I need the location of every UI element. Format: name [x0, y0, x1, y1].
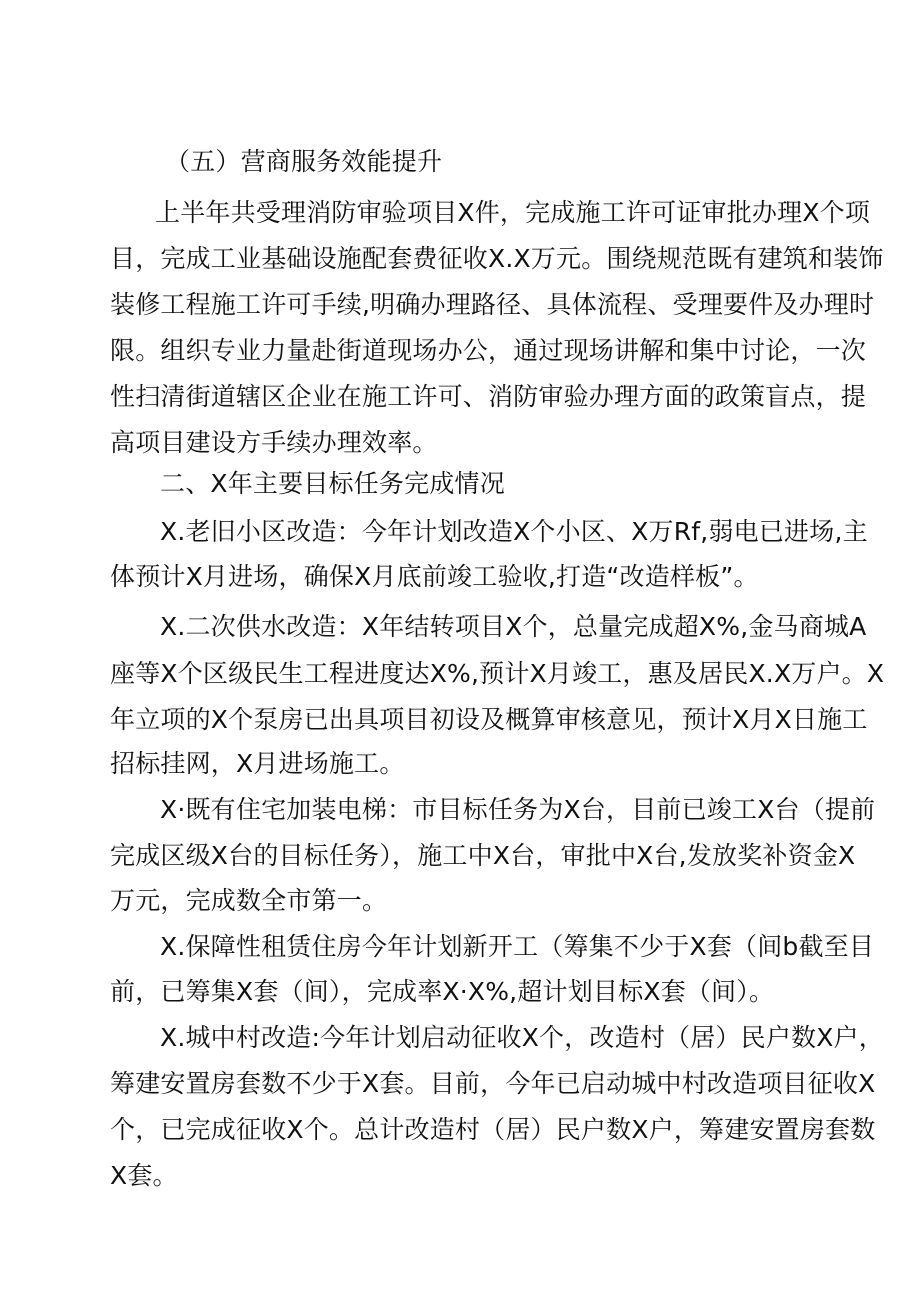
paragraph-line: 前，已筹集X套（间），完成率X·X%,超计划目标X套（间）。 [110, 977, 775, 1006]
paragraph-line: 招标挂网，X月进场施工。 [110, 749, 405, 778]
section-heading-5: （五）营商服务效能提升 [165, 147, 443, 176]
paragraph-line: 装修工程施工许可手续,明确办理路径、具体流程、受理要件及办理时 [110, 290, 875, 319]
paragraph-line: 筹建安置房套数不少于X套。目前，今年已启动城中村改造项目征收X [110, 1069, 876, 1098]
paragraph-line: 上半年共受理消防审验项目X件，完成施工许可证审批办理X个项 [155, 198, 871, 227]
paragraph-line: 高项目建设方手续办理效率。 [110, 428, 438, 457]
paragraph-line: 目，完成工业基础设施配套费征收X.X万元。围绕规范既有建筑和装饰 [110, 244, 884, 273]
paragraph-line: 座等X个区级民生工程进度达X%,预计X月竣工，惠及居民X.X万户。X [110, 659, 885, 688]
paragraph-line: X.老旧小区改造：今年计划改造X个小区、X万Rf,弱电已进场,主 [160, 517, 868, 546]
paragraph-line: 完成区级X台的目标任务），施工中X台，审批中X台,发放奖补资金X [110, 841, 856, 870]
paragraph-line: X.城中村改造:今年计划启动征收X个，改造村（居）民户数X户， [160, 1023, 884, 1052]
paragraph-line: 性扫清街道辖区企业在施工许可、消防审验办理方面的政策盲点，提 [110, 382, 867, 411]
paragraph-line: X·既有住宅加装电梯：市目标任务为X台，目前已竣工X台（提前 [160, 795, 876, 824]
paragraph-line: X套。 [110, 1161, 178, 1190]
paragraph-line: 年立项的X个泵房已出具项目初设及概算审核意见，预计X月X日施工 [110, 705, 868, 734]
paragraph-line: 个，已完成征收X个。总计改造村（居）民户数X户，筹建安置房套数 [110, 1115, 876, 1144]
paragraph-line: X.二次供水改造：X年结转项目X个，总量完成超X%,金马商城A [160, 612, 867, 641]
paragraph-line: 体预计X月进场，确保X月底前竣工验收,打造“改造样板”。 [110, 562, 759, 591]
paragraph-line: 限。组织专业力量赴街道现场办公，通过现场讲解和集中讨论，一次 [110, 336, 867, 365]
section-heading-2: 二、X年主要目标任务完成情况 [160, 469, 505, 498]
paragraph-line: X.保障性租赁住房今年计划新开工（筹集不少于X套（间b截至目 [160, 932, 875, 961]
paragraph-line: 万元，完成数全市第一。 [110, 886, 388, 915]
